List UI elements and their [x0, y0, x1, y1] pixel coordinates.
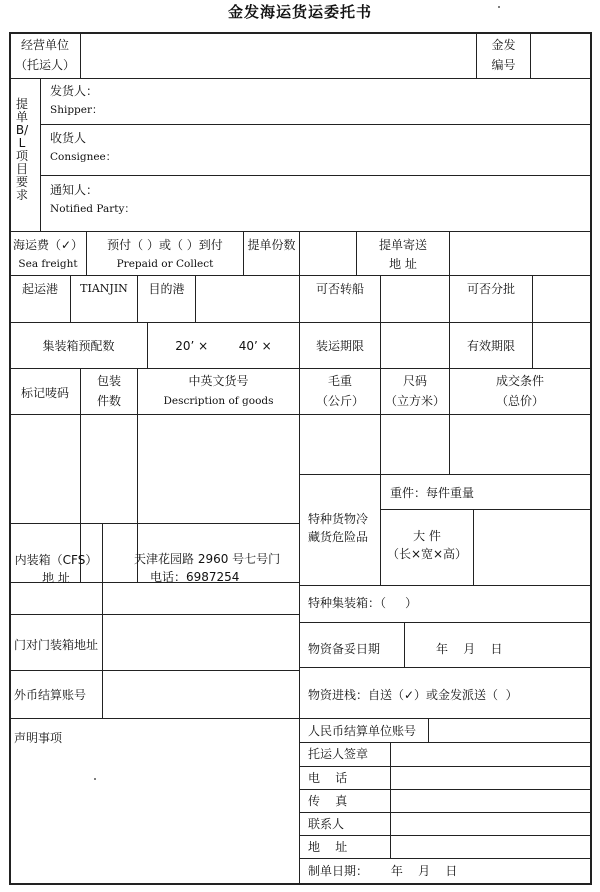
scan-speck — [498, 6, 500, 8]
cfs-phone: 电话：6987254 — [150, 570, 240, 584]
pkg-label: 包装 — [96, 374, 121, 388]
transship-label: 可否转船 — [315, 282, 364, 296]
pol-value: TIANJIN — [80, 282, 128, 295]
desc-label-en: Description of goods — [163, 395, 274, 407]
prepaid-label: 预付（ ）或（ ）到付 — [107, 238, 223, 252]
gw-label: 毛重 — [327, 374, 352, 388]
gw-label-sub: （公斤） — [315, 394, 364, 408]
cfs-address: 天津花园路 2960 号七号门 — [134, 552, 281, 566]
frame-top — [9, 32, 592, 34]
tel-label: 电 话 — [308, 771, 348, 785]
fax-label: 传 真 — [308, 794, 348, 808]
form-title: 金发海运货运委托书 — [227, 3, 372, 21]
pol-label: 起运港 — [21, 282, 58, 296]
remarks-label: 声明事项 — [14, 731, 63, 745]
ready-date-label: 物资备妥日期 — [308, 642, 381, 656]
bl-mail-label-sub: 地 址 — [389, 257, 417, 271]
terms-label: 成交条件 — [495, 374, 544, 388]
cfs-label: 内装箱（CFS） — [14, 553, 98, 567]
shipper-label: 发货人： — [50, 84, 99, 98]
consignee-label-en: Consignee： — [50, 151, 117, 163]
shipper-sign-label: 托运人签章 — [308, 747, 369, 761]
desc-label: 中英文货号 — [188, 374, 249, 388]
shipper-label-en: Shipper： — [50, 104, 103, 116]
bl-mail-label: 提单寄送 — [378, 238, 427, 252]
fx-account-label: 外币结算账号 — [14, 688, 87, 702]
meas-label-sub: （立方米） — [384, 394, 445, 408]
freight-label-en: Sea freight — [18, 258, 78, 270]
frame-bottom — [9, 883, 592, 885]
addr-label: 地 址 — [308, 840, 348, 854]
operator-label: 经营单位 — [20, 38, 69, 52]
bl-copies-label: 提单份数 — [247, 238, 296, 252]
special-container-label: 特种集装箱：（ ） — [308, 596, 418, 610]
container-sizes: 20’ × 40’ × — [175, 339, 272, 353]
ship-period-label: 装运期限 — [315, 339, 364, 353]
large-label: 大 件 — [413, 529, 441, 543]
heavy-label: 重件：每件重量 — [390, 486, 475, 500]
pkg-label-sub: 件数 — [96, 394, 121, 408]
pod-label: 目的港 — [148, 282, 185, 296]
special-cargo-label-sub: 藏货危险品 — [308, 530, 369, 544]
marks-label: 标记唛码 — [20, 386, 69, 400]
rmb-account-label: 人民币结算单位账号 — [308, 724, 417, 738]
notify-label-en: Notified Party： — [50, 203, 135, 215]
serial-label-sub: 编号 — [491, 58, 516, 72]
meas-label: 尺码 — [402, 374, 427, 388]
cfs-label-sub: 地 址 — [42, 571, 70, 585]
terms-label-sub: （总价） — [495, 394, 544, 408]
ready-date-value: 年 月 日 — [436, 642, 503, 656]
frame-left — [9, 32, 11, 885]
partial-label: 可否分批 — [466, 282, 515, 296]
serial-label: 金发 — [491, 38, 516, 52]
bl-requirements-label: 提单B/L项目要求 — [15, 97, 29, 202]
large-label-sub: （长×宽×高） — [386, 547, 468, 561]
into-yard-label: 物资进栈：自送（✓）或金发派送（ ） — [308, 688, 518, 702]
consignee-label: 收货人 — [50, 131, 87, 145]
operator-label-sub: （托运人） — [14, 58, 75, 72]
made-date-label: 制单日期： 年 月 日 — [308, 864, 458, 878]
frame-right — [590, 32, 592, 885]
contact-label: 联系人 — [308, 817, 345, 831]
notify-label: 通知人： — [50, 183, 99, 197]
valid-period-label: 有效期限 — [466, 339, 515, 353]
prepaid-label-en: Prepaid or Collect — [116, 258, 214, 270]
container-pre-label: 集装箱预配数 — [42, 339, 115, 353]
door-addr-label: 门对门装箱地址 — [14, 638, 99, 652]
special-cargo-label: 特种货物冷 — [308, 512, 369, 526]
freight-label: 海运费（✓） — [12, 238, 84, 252]
